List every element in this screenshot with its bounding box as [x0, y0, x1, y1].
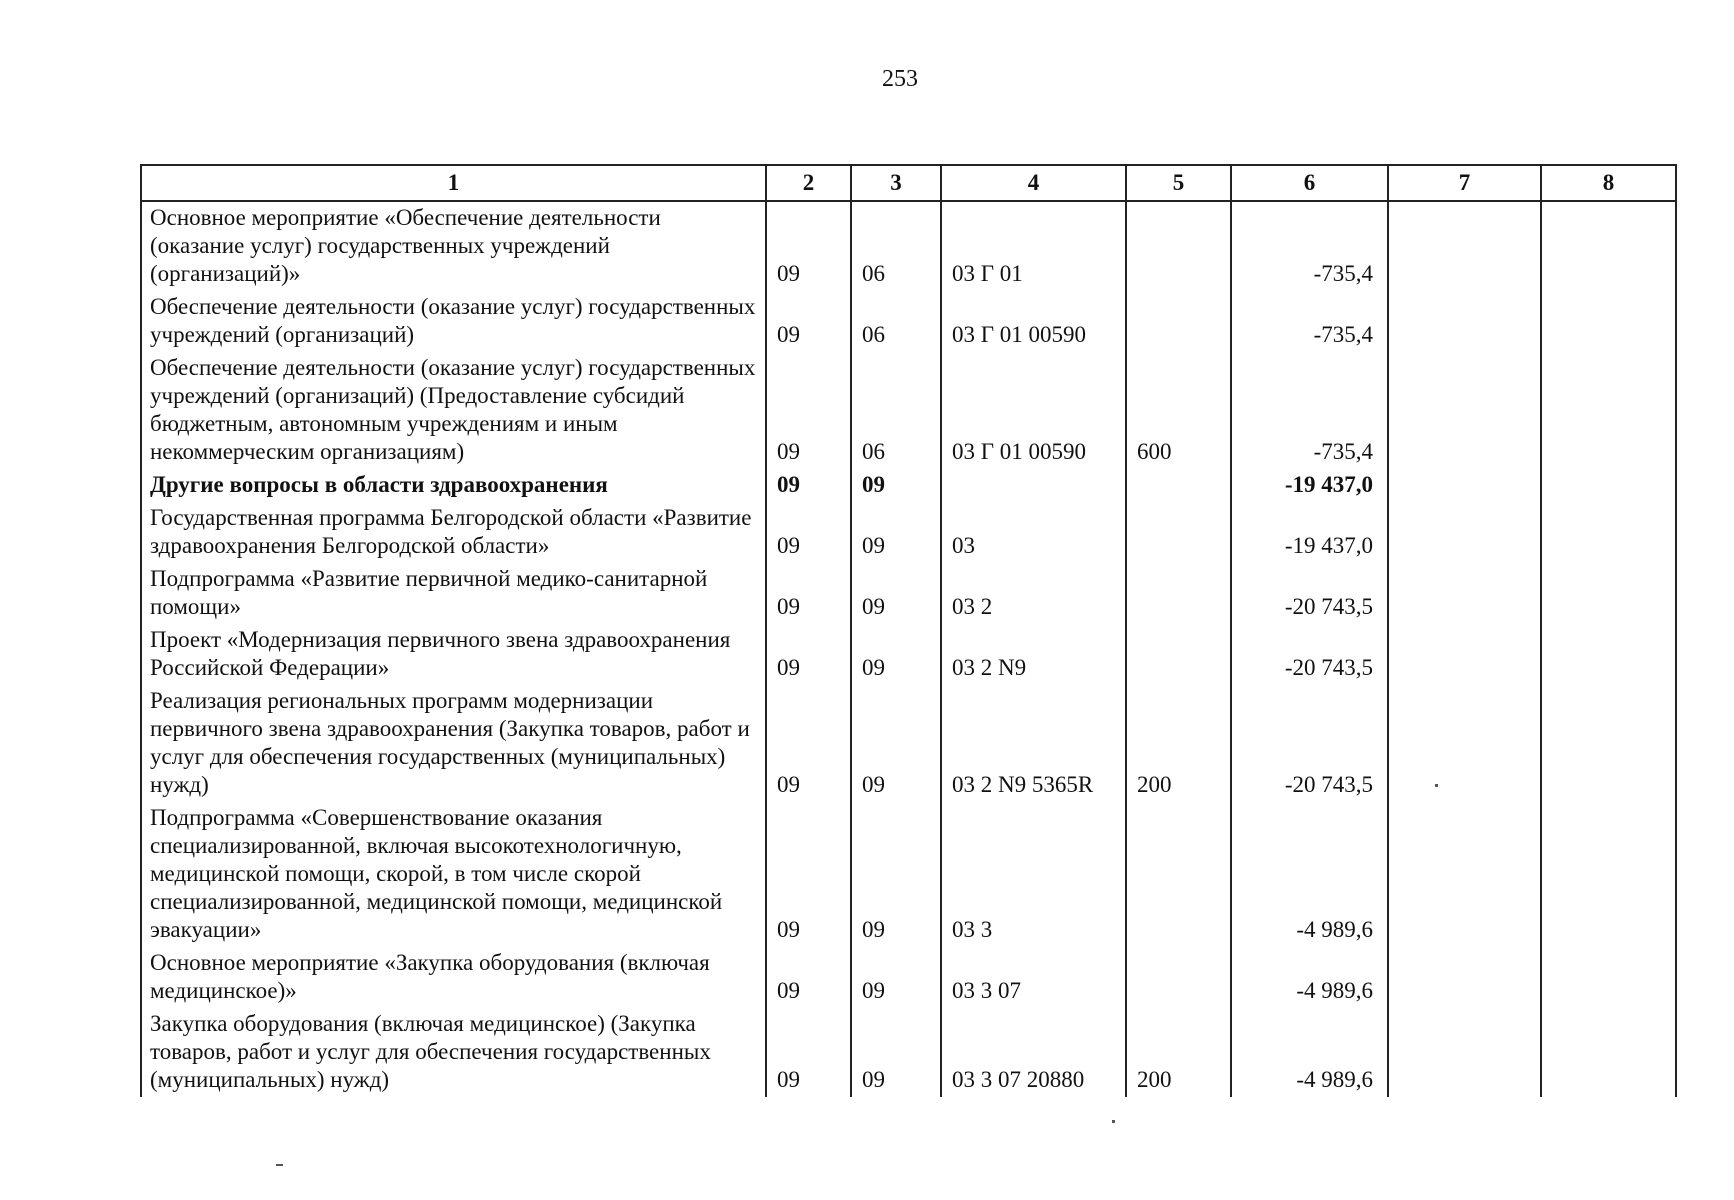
- cell-expense-type: [1126, 291, 1231, 352]
- page-number: 253: [882, 66, 918, 92]
- cell-col-8: [1541, 352, 1676, 469]
- cell-col-7: [1388, 802, 1541, 947]
- cell-section: 09: [766, 201, 851, 291]
- table-row: [141, 291, 1676, 352]
- cell-col-8: [1541, 563, 1676, 624]
- cell-expense-type: [1126, 624, 1231, 685]
- cell-section: 09: [766, 291, 851, 352]
- cell-col-8: [1541, 1008, 1676, 1097]
- cell-target-article: 03 3: [941, 802, 1126, 947]
- cell-amount: -19 437,0: [1231, 502, 1388, 563]
- cell-col-7: [1388, 469, 1541, 502]
- cell-col-8: [1541, 947, 1676, 1008]
- cell-col-8: [1541, 201, 1676, 291]
- table-row: [141, 1008, 1676, 1097]
- cell-col-7: [1388, 352, 1541, 469]
- cell-expense-type: 600: [1126, 352, 1231, 469]
- cell-section: 09: [766, 947, 851, 1008]
- table-row: [141, 502, 1676, 563]
- cell-subsection: 06: [851, 291, 941, 352]
- cell-col-7: [1388, 502, 1541, 563]
- table-body: [141, 201, 1676, 1097]
- cell-section: 09: [766, 1008, 851, 1097]
- cell-expense-type: [1126, 563, 1231, 624]
- table-row: [141, 563, 1676, 624]
- cell-target-article: 03 Г 01: [941, 201, 1126, 291]
- table-row: [141, 947, 1676, 1008]
- cell-amount: -20 743,5: [1231, 624, 1388, 685]
- scan-speck: [1112, 1120, 1115, 1123]
- header-col-4: 4: [941, 165, 1126, 201]
- cell-amount: -4 989,6: [1231, 802, 1388, 947]
- cell-section: 09: [766, 352, 851, 469]
- cell-name: Основное мероприятие «Обеспечение деятельности (оказание услуг) государственных учреждений (организаций)»: [141, 201, 766, 291]
- cell-subsection: 09: [851, 469, 941, 502]
- cell-amount: -735,4: [1231, 201, 1388, 291]
- cell-section: 09: [766, 624, 851, 685]
- cell-name: Обеспечение деятельности (оказание услуг) государственных учреждений (организаций) (Предоставление субсидий бюджетным, автономным учреждениям и иным некоммерческим организациям): [141, 352, 766, 469]
- scan-speck: [1435, 784, 1438, 787]
- cell-target-article: 03 Г 01 00590: [941, 291, 1126, 352]
- table-row: [141, 352, 1676, 469]
- cell-expense-type: [1126, 469, 1231, 502]
- cell-amount: -19 437,0: [1231, 469, 1388, 502]
- cell-target-article: 03: [941, 502, 1126, 563]
- header-col-5: 5: [1126, 165, 1231, 201]
- cell-col-7: [1388, 1008, 1541, 1097]
- header-col-3: 3: [851, 165, 941, 201]
- cell-name: Другие вопросы в области здравоохранения: [141, 469, 766, 502]
- cell-col-8: [1541, 502, 1676, 563]
- cell-subsection: 06: [851, 201, 941, 291]
- cell-expense-type: 200: [1126, 1008, 1231, 1097]
- cell-col-7: [1388, 685, 1541, 802]
- cell-name: Государственная программа Белгородской области «Развитие здравоохранения Белгородской области»: [141, 502, 766, 563]
- cell-expense-type: 200: [1126, 685, 1231, 802]
- cell-expense-type: [1126, 802, 1231, 947]
- cell-subsection: 09: [851, 624, 941, 685]
- header-col-1: 1: [141, 165, 766, 201]
- cell-target-article: 03 3 07: [941, 947, 1126, 1008]
- cell-subsection: 09: [851, 802, 941, 947]
- cell-col-8: [1541, 469, 1676, 502]
- budget-table: [140, 164, 1677, 1097]
- cell-name: Подпрограмма «Совершенствование оказания специализированной, включая высокотехнологичную, медицинской помощи, скорой, в том числе скорой специализированной, медицинской помощи, медицинской эвакуации»: [141, 802, 766, 947]
- cell-col-8: [1541, 624, 1676, 685]
- cell-subsection: 09: [851, 1008, 941, 1097]
- cell-subsection: 09: [851, 502, 941, 563]
- cell-amount: -20 743,5: [1231, 685, 1388, 802]
- cell-expense-type: [1126, 947, 1231, 1008]
- table-row: [141, 685, 1676, 802]
- cell-target-article: 03 2 N9 5365R: [941, 685, 1126, 802]
- table-row: [141, 802, 1676, 947]
- cell-target-article: 03 2: [941, 563, 1126, 624]
- table-row: [141, 469, 1676, 502]
- cell-target-article: 03 2 N9: [941, 624, 1126, 685]
- cell-section: 09: [766, 563, 851, 624]
- cell-expense-type: [1126, 201, 1231, 291]
- cell-col-8: [1541, 685, 1676, 802]
- cell-target-article: 03 Г 01 00590: [941, 352, 1126, 469]
- cell-expense-type: [1126, 502, 1231, 563]
- header-col-2: 2: [766, 165, 851, 201]
- table-header: [141, 165, 1676, 201]
- cell-col-8: [1541, 291, 1676, 352]
- cell-section: 09: [766, 469, 851, 502]
- cell-subsection: 09: [851, 685, 941, 802]
- cell-target-article: [941, 469, 1126, 502]
- cell-amount: -4 989,6: [1231, 947, 1388, 1008]
- scan-speck: [276, 1164, 283, 1166]
- cell-name: Закупка оборудования (включая медицинское) (Закупка товаров, работ и услуг для обеспечения государственных (муниципальных) нужд): [141, 1008, 766, 1097]
- cell-subsection: 06: [851, 352, 941, 469]
- cell-col-7: [1388, 947, 1541, 1008]
- header-col-8: 8: [1541, 165, 1676, 201]
- cell-subsection: 09: [851, 563, 941, 624]
- cell-amount: -20 743,5: [1231, 563, 1388, 624]
- table-row: [141, 201, 1676, 291]
- cell-section: 09: [766, 502, 851, 563]
- cell-amount: -735,4: [1231, 352, 1388, 469]
- cell-col-7: [1388, 563, 1541, 624]
- cell-section: 09: [766, 802, 851, 947]
- cell-col-7: [1388, 624, 1541, 685]
- header-row: [141, 165, 1676, 201]
- cell-col-7: [1388, 291, 1541, 352]
- header-col-7: 7: [1388, 165, 1541, 201]
- cell-name: Основное мероприятие «Закупка оборудования (включая медицинское)»: [141, 947, 766, 1008]
- cell-name: Обеспечение деятельности (оказание услуг) государственных учреждений (организаций): [141, 291, 766, 352]
- cell-col-7: [1388, 201, 1541, 291]
- cell-name: Проект «Модернизация первичного звена здравоохранения Российской Федерации»: [141, 624, 766, 685]
- cell-col-8: [1541, 802, 1676, 947]
- cell-section: 09: [766, 685, 851, 802]
- cell-subsection: 09: [851, 947, 941, 1008]
- cell-target-article: 03 3 07 20880: [941, 1008, 1126, 1097]
- table-row: [141, 624, 1676, 685]
- header-col-6: 6: [1231, 165, 1388, 201]
- cell-amount: -735,4: [1231, 291, 1388, 352]
- cell-name: Подпрограмма «Развитие первичной медико-санитарной помощи»: [141, 563, 766, 624]
- cell-amount: -4 989,6: [1231, 1008, 1388, 1097]
- cell-name: Реализация региональных программ модернизации первичного звена здравоохранения (Закупка товаров, работ и услуг для обеспечения государственных (муниципальных) нужд): [141, 685, 766, 802]
